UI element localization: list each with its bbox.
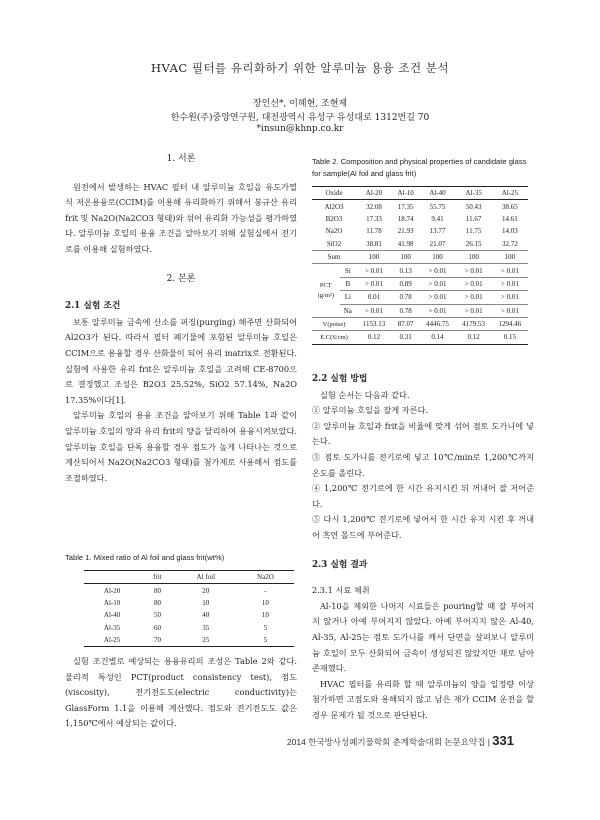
table-row: B > 0.01 0.89 > 0.01 > 0.01 > 0.01 <box>312 277 528 290</box>
conditions-paragraph-1: 보통 알루미늄 금속에 산소를 퍼징(purging) 해주면 산화되어 Al2O3가 된다. 따라서 필터 폐기물에 포함된 알루미늄 호일은 CCIM으로 용융할 경우 산화물이 되어 유리 matrix로 전환된다. 실험에 사용한 유리 frit은 알루미늄 호일을 고려해 CE-8700으로 결정했고 조성은 B2O3 25.52%, SiO2 57.14%, Na2O 17.35%이다[1]. <box>65 316 297 405</box>
list-item: ② 알루미늄 호일과 frit을 비율에 맞게 섞어 점토 도가니에 넣는다. <box>312 420 534 447</box>
table-row: E.C(S/cm) 0.12 0.31 0.14 0.12 0.15 <box>312 331 528 344</box>
list-item: ① 알루미늄 호일을 잘게 자른다. <box>312 405 429 416</box>
right-column <box>312 372 534 723</box>
list-item: ⑤ 다시 1,200℃ 전기로에 넣어서 한 시간 유지 시킨 후 꺼내어 흑연 몰드에 부어준다. <box>312 514 534 540</box>
page-number: 331 <box>492 733 514 748</box>
table-1 <box>84 570 294 647</box>
table-row: SiO2 38.81 41.98 21.07 26.15 32.72 <box>326 239 518 248</box>
subsection-2-2: 2.2 실험 방법 <box>312 374 368 384</box>
table-row: Al-40 50 40 10 <box>103 611 269 620</box>
table-row: Sum 100 100 100 100 100 <box>312 250 528 263</box>
table-row: Al2O3 32.08 17.35 55.75 50.43 38.65 <box>324 202 518 211</box>
affiliation: 한수원(주)중앙연구원, 대전광역시 유성구 유성대로 1312번길 70 <box>170 113 430 123</box>
section-1-heading: 1. 서론 <box>166 154 196 164</box>
email: *insun@khnp.co.kr <box>256 124 344 134</box>
table-row: Li 0.01 0.78 > 0.01 > 0.01 > 0.01 <box>312 291 528 304</box>
subsection-2-3-1: 2.3.1 시료 채취 <box>312 585 370 596</box>
table-row: frit Al foil Na2O <box>84 571 294 584</box>
table-row: Al-35 60 35 5 <box>103 623 268 632</box>
table-row: Al-25 70 25 5 <box>84 634 294 647</box>
list-item: ③ 점토 도가니를 전기로에 넣고 10℃/min로 1,200℃까지 온도를 올린다. <box>312 451 534 478</box>
table1-caption: Table 1. Mixed ratio of Al foil and glass frit(wt%) <box>65 553 225 562</box>
page-footer: 2014 한국방사성폐기물학회 춘계학술대회 논문요약집 | 331 <box>286 733 514 748</box>
table-row: Oxide Al-20 Al-10 Al-40 Al-35 Al-25 <box>312 187 528 200</box>
conditions-paragraph-2: 알루미늄 호일의 용융 조건을 알아보기 위해 Table 1과 같이 알루미늄 호일의 양과 유리 frit의 양을 달리하여 용융시켜보았다. 알루미늄 호일을 단독 용융할 경우 점도가 높게 나타나는 것으로 계산되어서 Na2O(Na2CO3 형태)를 첨가제로 사용해서 점도를 조절하였다. <box>65 410 297 483</box>
table-row: V(poise) 1153.13 87.07 4446.75 4179.53 1294.46 <box>312 317 528 330</box>
authors: 장인선*, 이혜현, 조현제 <box>252 99 348 109</box>
table-row: Na > 0.01 0.78 > 0.01 > 0.01 > 0.01 <box>312 304 528 317</box>
table-row: Al-10 80 10 10 <box>103 598 269 607</box>
table-2 <box>312 186 528 345</box>
after-table-paragraph: 실험 조건별로 예상되는 용융유리의 조성은 Table 2와 같다. 물리적 특성인 PCT(product consistency test), 점도(viscosity), 전기전도도(electric conductivity)는 GlassForm 1.1을 이용해 계산했다. 점도와 전기전도도 값은 1,150℃에서 예상되는 값이다. <box>65 656 297 729</box>
results-paragraph-2: HVAC 필터를 유리화 할 때 알루미늄의 양을 일정량 이상 첨가하면 고점도와 용해되지 않고 남은 재가 CCIM 운전을 할 경우 문제가 될 것으로 판단된다. <box>312 678 534 720</box>
list-item: ④ 1,200℃ 전기로에 한 시간 유지시킨 뒤 꺼내어 잘 저어준다. <box>312 483 534 509</box>
table-row: B2O3 17.33 18.74 9.41 11.67 14.61 <box>325 214 518 223</box>
method-intro: 실험 순서는 다음과 같다. <box>320 389 410 400</box>
paper-title: HVAC 필터를 유리화하기 위한 알루미늄 용융 조건 분석 <box>151 61 449 75</box>
table-row: PCT (g/m²) Si > 0.01 0.13 > 0.01 > 0.01 > 0.01 <box>312 264 528 277</box>
results-paragraph-1: Al-10을 제외한 나머지 시료들은 pouring할 때 잘 부어지지 않거나 아예 부어지지 않았다. 아예 부어지지 않은 Al-40, Al-35, Al-25는 점토 도가니를 깨서 단면을 살펴보니 알루미늄 호일이 모두 산화되어 금속이 생성되진 않았지만 재로 남아 존재했다. <box>312 600 534 674</box>
footer-text: 2014 한국방사성폐기물학회 춘계학술대회 논문요약집 <box>286 737 486 747</box>
left-column-bottom <box>65 654 297 732</box>
table-row: Al-20 80 20 - <box>103 586 267 595</box>
intro-paragraph: 원전에서 발생하는 HVAC 필터 내 알루미늄 호일을 유도가열식 저온용융로(CCIM)를 이용해 유리화하기 위해서 붕규산 유리 frit 및 Na2O(Na2CO3 형태)와 섞어 유리화 가능성을 평가하였다. 알루미늄 호일의 용융 조건을 알아보기 위해 실험실에서 전기로를 이용해 실험하였다. <box>65 181 297 254</box>
pct-label: PCT (g/m²) <box>312 264 340 318</box>
table-row: Na2O 11.78 21.93 13.77 11.75 14.03 <box>325 227 518 236</box>
subsection-2-1: 2.1 실험 조건 <box>65 301 121 312</box>
subsection-2-3: 2.3 실험 결과 <box>312 559 368 570</box>
section-2-heading: 2. 본론 <box>166 273 196 284</box>
table2-caption: Table 2. Composition and physical properties of candidate glass for sample(Al foil and glass frit) <box>312 157 527 178</box>
left-column <box>65 152 297 486</box>
